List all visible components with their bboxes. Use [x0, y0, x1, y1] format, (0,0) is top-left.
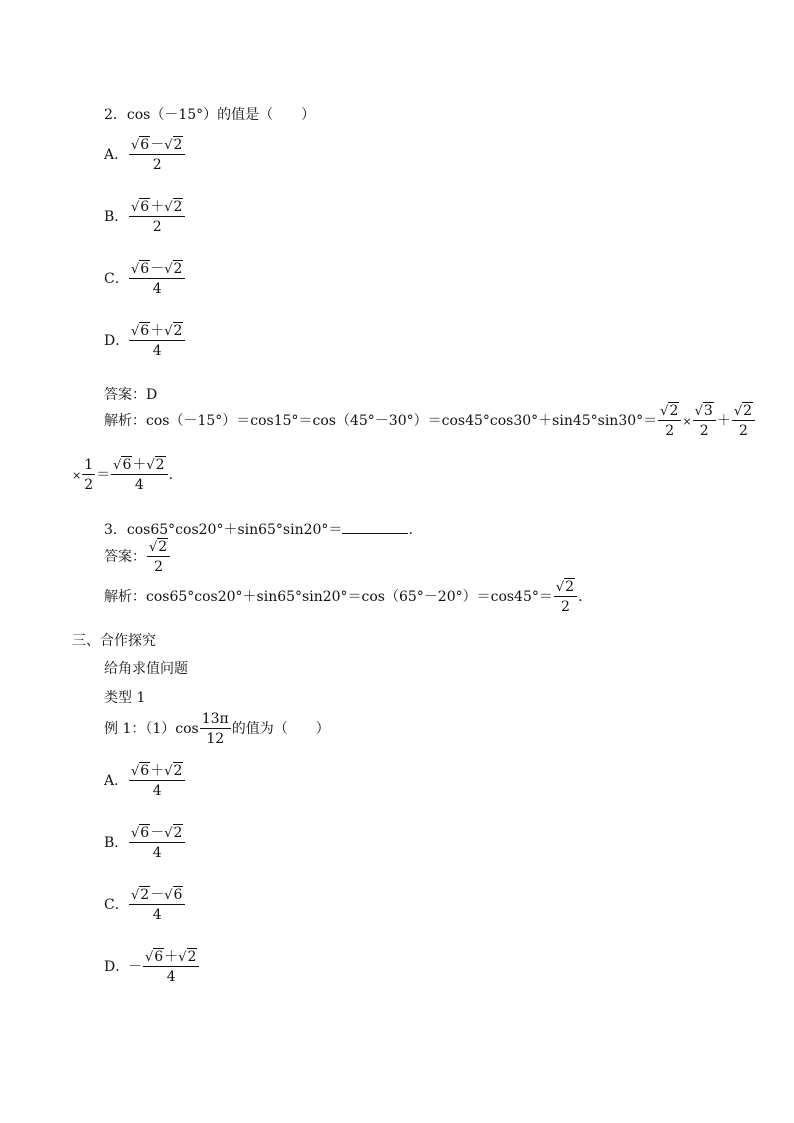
q2-option-b — [104, 200, 186, 234]
q2-analysis-cont: × $\frac{1}{2}$ ＝ $\frac{√6+√2}{4}$ . — [72, 457, 174, 493]
q3-analysis: 解析：cos65°cos20°＋sin65°sin20°＝cos（65°－20°）＝cos45°＝ $\frac{√2}{2}$ . — [104, 579, 583, 615]
analysis-text: 解析：cos65°cos20°＋sin65°sin20°＝cos（65°－20°）＝cos45°＝ — [104, 589, 553, 605]
option-fraction: $\frac{√6+√2}{4}$ — [143, 950, 199, 984]
result-fraction: $\frac{√6+√2}{4}$ — [111, 458, 167, 492]
q2-option-c — [104, 262, 186, 296]
example-post: 的值为（ ） — [231, 721, 330, 737]
sqrt2-over-2: $\frac{√2}{2}$ — [732, 404, 755, 438]
q2-answer: 答案：D — [104, 387, 158, 403]
option-label: C． — [104, 897, 129, 913]
q2-stem: 2．cos（－15°）的值是（ ） — [104, 107, 316, 123]
option-label: B． — [104, 209, 129, 225]
q2-option-d — [104, 324, 186, 358]
option-label: C． — [104, 271, 129, 287]
option-fraction: $\frac{√6-√2}{4}$ — [129, 826, 185, 860]
section-subtitle: 给角求值问题 — [104, 661, 188, 677]
option-fraction: $\frac{√6+√2}{2}$ — [129, 200, 185, 234]
section-title: 三、合作探究 — [72, 633, 156, 649]
sqrt2-over-2: $\frac{√2}{2}$ — [658, 404, 681, 438]
ex-option-d: D．－ $\frac{√6+√2}{4}$ — [104, 950, 200, 984]
q3-stem: 3．cos65°cos20°＋sin65°sin20°＝ . — [104, 522, 413, 538]
option-label: B． — [104, 835, 129, 851]
one-half: $\frac{1}{2}$ — [84, 457, 94, 493]
option-label: D． — [104, 959, 130, 975]
q3-stem-text: 3．cos65°cos20°＋sin65°sin20°＝ — [104, 522, 343, 538]
q3-answer — [104, 540, 171, 574]
sqrt3-over-2: $\frac{√3}{2}$ — [693, 404, 716, 438]
option-label: A． — [104, 773, 129, 789]
option-label: A． — [104, 147, 129, 163]
option-fraction: $\frac{√2-√6}{4}$ — [129, 888, 185, 922]
option-fraction: $\frac{√6-√2}{2}$ — [129, 138, 185, 172]
option-fraction: $\frac{√6+√2}{4}$ — [129, 764, 185, 798]
example-pre: 例 1：（1）cos — [104, 721, 199, 737]
option-fraction: $\frac{√6-√2}{4}$ — [129, 262, 185, 296]
example-stem — [104, 712, 330, 746]
answer-label: 答案： — [104, 549, 146, 565]
sqrt2-over-2: $\frac{√2}{2}$ — [554, 580, 577, 614]
analysis-text: 解析：cos（－15°）＝cos15°＝cos（45°－30°）＝cos45°cos30°＋sin45°sin30°＝ — [104, 413, 658, 429]
answer-blank — [342, 520, 408, 534]
type-label: 类型 1 — [104, 690, 146, 706]
option-fraction: $\frac{√6+√2}{4}$ — [129, 324, 185, 358]
ex-option-c — [104, 888, 186, 922]
sqrt2-over-2: $\frac{√2}{2}$ — [147, 540, 170, 574]
ex-option-a — [104, 764, 186, 798]
option-label: D． — [104, 333, 130, 349]
q2-analysis: 解析：cos（－15°）＝cos15°＝cos（45°－30°）＝cos45°cos30°＋sin45°sin30°＝ $\frac{√2}{2}$ × $\frac{√3}{2}$ ＋ $\frac{√2}{2}$ — [104, 404, 756, 438]
q2-option-a — [104, 138, 186, 172]
angle-fraction: $\frac{13\pi}{12}$ — [201, 711, 229, 747]
ex-option-b — [104, 826, 186, 860]
